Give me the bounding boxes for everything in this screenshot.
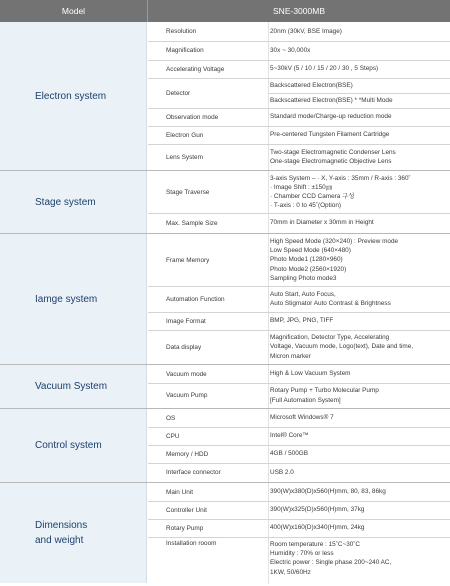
spec-value: Intel® Core™ — [270, 432, 309, 440]
spec-row — [148, 286, 450, 312]
category-label: Stage system — [0, 171, 147, 233]
spec-row — [148, 537, 450, 583]
spec-row — [148, 463, 450, 482]
spec-row — [148, 60, 450, 78]
spec-value: 30x ~ 30,000x — [270, 46, 311, 54]
spec-row — [148, 126, 450, 144]
spec-key: Installation rooom — [166, 540, 217, 547]
spec-row — [148, 409, 450, 427]
spec-key: Accelerating Voltage — [166, 65, 225, 73]
spec-value: 3-axis System – · X, Y-axis : 35mm / R-axis : 360˚ · Image Shift : ±150㎛ · Chamber CCD Camera 구성 · T-axis : 0 to 45˚(Option) — [270, 174, 411, 210]
spec-key: Image Format — [166, 317, 206, 325]
header-model-label: Model — [61, 6, 86, 16]
category-label: Iamge system — [0, 234, 147, 364]
spec-key: Stage Traverse — [166, 188, 210, 196]
spec-value: 20nm (30kV, BSE Image) — [270, 27, 342, 35]
spec-key: OS — [166, 414, 176, 422]
spec-value: Microsoft Windows® 7 — [270, 414, 334, 422]
spec-key: CPU — [166, 432, 180, 440]
spec-key: Frame Memory — [166, 256, 210, 264]
spec-row — [148, 330, 450, 364]
spec-value: 4GB / 500GB — [270, 450, 309, 458]
spec-value: Backscattered Electron(BSE) — [270, 81, 353, 89]
spec-value: Two-stage Electromagnetic Condenser Lens One-stage Electromagnetic Objective Lens — [270, 148, 396, 165]
spec-row — [148, 213, 450, 233]
category-label: Dimensions and weight — [0, 483, 147, 583]
spec-key: Electron Gun — [166, 131, 204, 139]
spec-key: Data display — [166, 343, 202, 351]
spec-key: Vacuum mode — [166, 370, 207, 378]
spec-value: BMP, JPG, PNG, TIFF — [270, 317, 334, 325]
category-label: Control system — [0, 409, 147, 482]
spec-row — [148, 22, 450, 41]
spec-key: Max. Sample Size — [166, 219, 218, 227]
spec-value: High & Low Vacuum System — [270, 370, 351, 378]
spec-row — [148, 171, 450, 213]
category-label: Vacuum System — [0, 365, 147, 408]
spec-value: 70mm in Diameter x 30mm in Height — [270, 219, 374, 227]
row-divider — [268, 93, 450, 94]
spec-row — [148, 108, 450, 126]
spec-key: Lens System — [166, 153, 203, 161]
spec-row — [148, 234, 450, 286]
spec-value: 400(W)x160(D)x340(H)mm, 24kg — [270, 524, 365, 532]
spec-row — [148, 483, 450, 501]
spec-value: 390(W)x380(D)x560(H)mm, 80, 83, 86kg — [270, 488, 386, 496]
spec-row — [148, 519, 450, 537]
spec-key: Main Unit — [166, 488, 193, 496]
table-header — [0, 0, 450, 22]
spec-value: High Speed Mode (320×240) : Preview mode Low Speed Mode (640×480) Photo Mode1 (1280×960) Photo Mode2 (2560×1920) Sampling Photo mode3 — [270, 237, 399, 282]
spec-value: USB 2.0 — [270, 468, 294, 476]
spec-key: Interface connector — [166, 469, 221, 476]
spec-row — [148, 365, 450, 383]
spec-value: Backscattered Electron(BSE) * *Multi Mode — [270, 96, 393, 104]
spec-key: Controller Unit — [166, 506, 207, 514]
spec-key: Rotary Pump — [166, 524, 204, 532]
category-label: Electron system — [0, 22, 147, 170]
spec-value: 390(W)x325(D)x560(H)mm, 37kg — [270, 506, 365, 514]
spec-key: Memory / HDD — [166, 450, 209, 458]
spec-row — [148, 427, 450, 445]
spec-key: Automation Function — [166, 295, 225, 303]
spec-key: Magnification — [166, 47, 204, 54]
spec-value: Standard mode/Charge-up reduction mode — [270, 113, 392, 121]
spec-value: 5~30kV (5 / 10 / 15 / 20 / 30 , 5 Steps) — [270, 65, 379, 73]
spec-key: Vacuum Pump — [166, 392, 208, 399]
header-model-value: SNE-3000MB — [273, 6, 325, 16]
spec-value: Rotary Pump + Turbo Molecular Pump [Full Automation System] — [270, 387, 379, 404]
spec-key: Observation mode — [166, 113, 219, 121]
spec-value: Auto Start, Auto Focus, Auto Stigmator Auto Contrast & Brightness — [270, 290, 391, 307]
spec-row — [148, 41, 450, 60]
spec-value: Pre-centered Tungsten Filament Cartridge — [270, 131, 390, 139]
spec-row — [148, 144, 450, 170]
spec-row — [148, 383, 450, 408]
spec-row — [148, 312, 450, 330]
spec-row — [148, 445, 450, 463]
spec-row — [148, 501, 450, 519]
spec-value: Room temperature : 15˚C~30˚C Humidity : 70% or less Electric power : Single phase 200~240 AC, 1KW, 50/60Hz — [270, 541, 392, 576]
spec-key: Detector — [166, 89, 191, 97]
spec-value: Magnification, Detector Type, Accelerating Voltage, Vacuum mode, Logo(text), Date and time, Micron marker — [270, 334, 414, 360]
spec-key: Resolution — [166, 28, 197, 35]
